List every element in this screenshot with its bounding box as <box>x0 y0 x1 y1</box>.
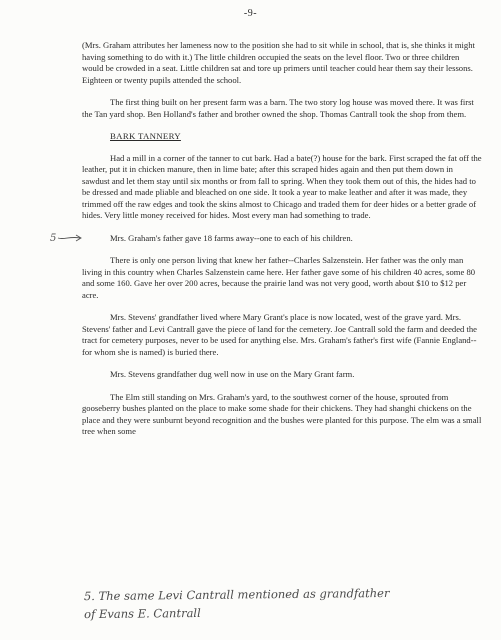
footnote-reference-wrapper <box>50 232 482 245</box>
paragraph-farm-barn: The first thing built on her present farm was a barn. The two story log house was moved there. It was first the Tan yard shop. Ben Holland's father and brother owned the shop. Thomas Cantrall took the shop from them. <box>82 97 474 119</box>
paragraph-cemetery: Mrs. Stevens' grandfather lived where Mary Grant's place is now located, west of the grave yard. Mrs. Stevens' father and Levi Cantrall gave the piece of land for the cemetery. Joe Cantrall sold the farm and deeded the tract for cemetery purposes, never to be used for anything else. Mrs. Graham's father's first wife (Fannie England--for whom she is named) is buried there. <box>82 312 477 357</box>
handwritten-footnote <box>84 583 494 623</box>
paragraph-tannery-process: Had a mill in a corner of the tanner to cut bark. Had a bate(?) house for the bark. First scraped the fat off the leather, put it in chicken manure, then in lime bate; after this scraped hides again and then put them down in sawdust and let them stay until six months or from fall to spring. When they took them out of this, the hides had to be dressed and made pliable and bleached on one side. It took a year to make leather and after it was made, they trimmed off the raw edges and took the skins almost to Chicago and traded them for deer hides or a better grade of hides. Very little money received for hides. Most every man had something to trade. <box>82 152 482 220</box>
paragraph-school: (Mrs. Graham attributes her lameness now to the position she had to sit while in school, that is, she thinks it might having something to do with it.) The little children occupied the seats on the level floor. Two or three children would be crowded in a seat. Little children sat and tore up primers until teacher could hear them say their lessons. Eighteen or twenty pupils attended the school. <box>82 40 475 85</box>
paragraph-salzenstein: There is only one person living that knew her father--Charles Salzenstein. Her father was the only man living in this country when Charles Salzenstein came here. Her father gave some of his children 40 acres, some 80 and some 160. Gave her over 200 acres, because the prairie land was not very good, worth about $10 to $12 per acre. <box>82 255 476 300</box>
paragraph-elm-tree: The Elm still standing on Mrs. Graham's yard, to the southwest corner of the house, sprouted from gooseberry bushes planted on the place to make some shade for their chickens. They had shanghi chickens on the place and they were sunburnt beyond recognition and the bushes were planted for this purpose. The elm was a small tree when some <box>82 391 482 436</box>
handwritten-line-1: 5. The same Levi Cantrall mentioned as grandfather <box>83 585 390 604</box>
handwritten-line-2: of Evans E. Cantrall <box>84 605 201 622</box>
page-number: -9- <box>243 8 258 19</box>
margin-arrow-icon <box>50 231 84 245</box>
paragraph-well: Mrs. Stevens grandfather dug well now in use on the Mary Grant farm. <box>110 369 355 379</box>
document-body <box>50 40 482 449</box>
paragraph-farms-given: Mrs. Graham's father gave 18 farms away--one to each of his children. <box>110 232 353 243</box>
section-heading-bark-tannery: BARK TANNERY <box>110 131 181 141</box>
margin-note-number: 5 <box>50 232 57 244</box>
